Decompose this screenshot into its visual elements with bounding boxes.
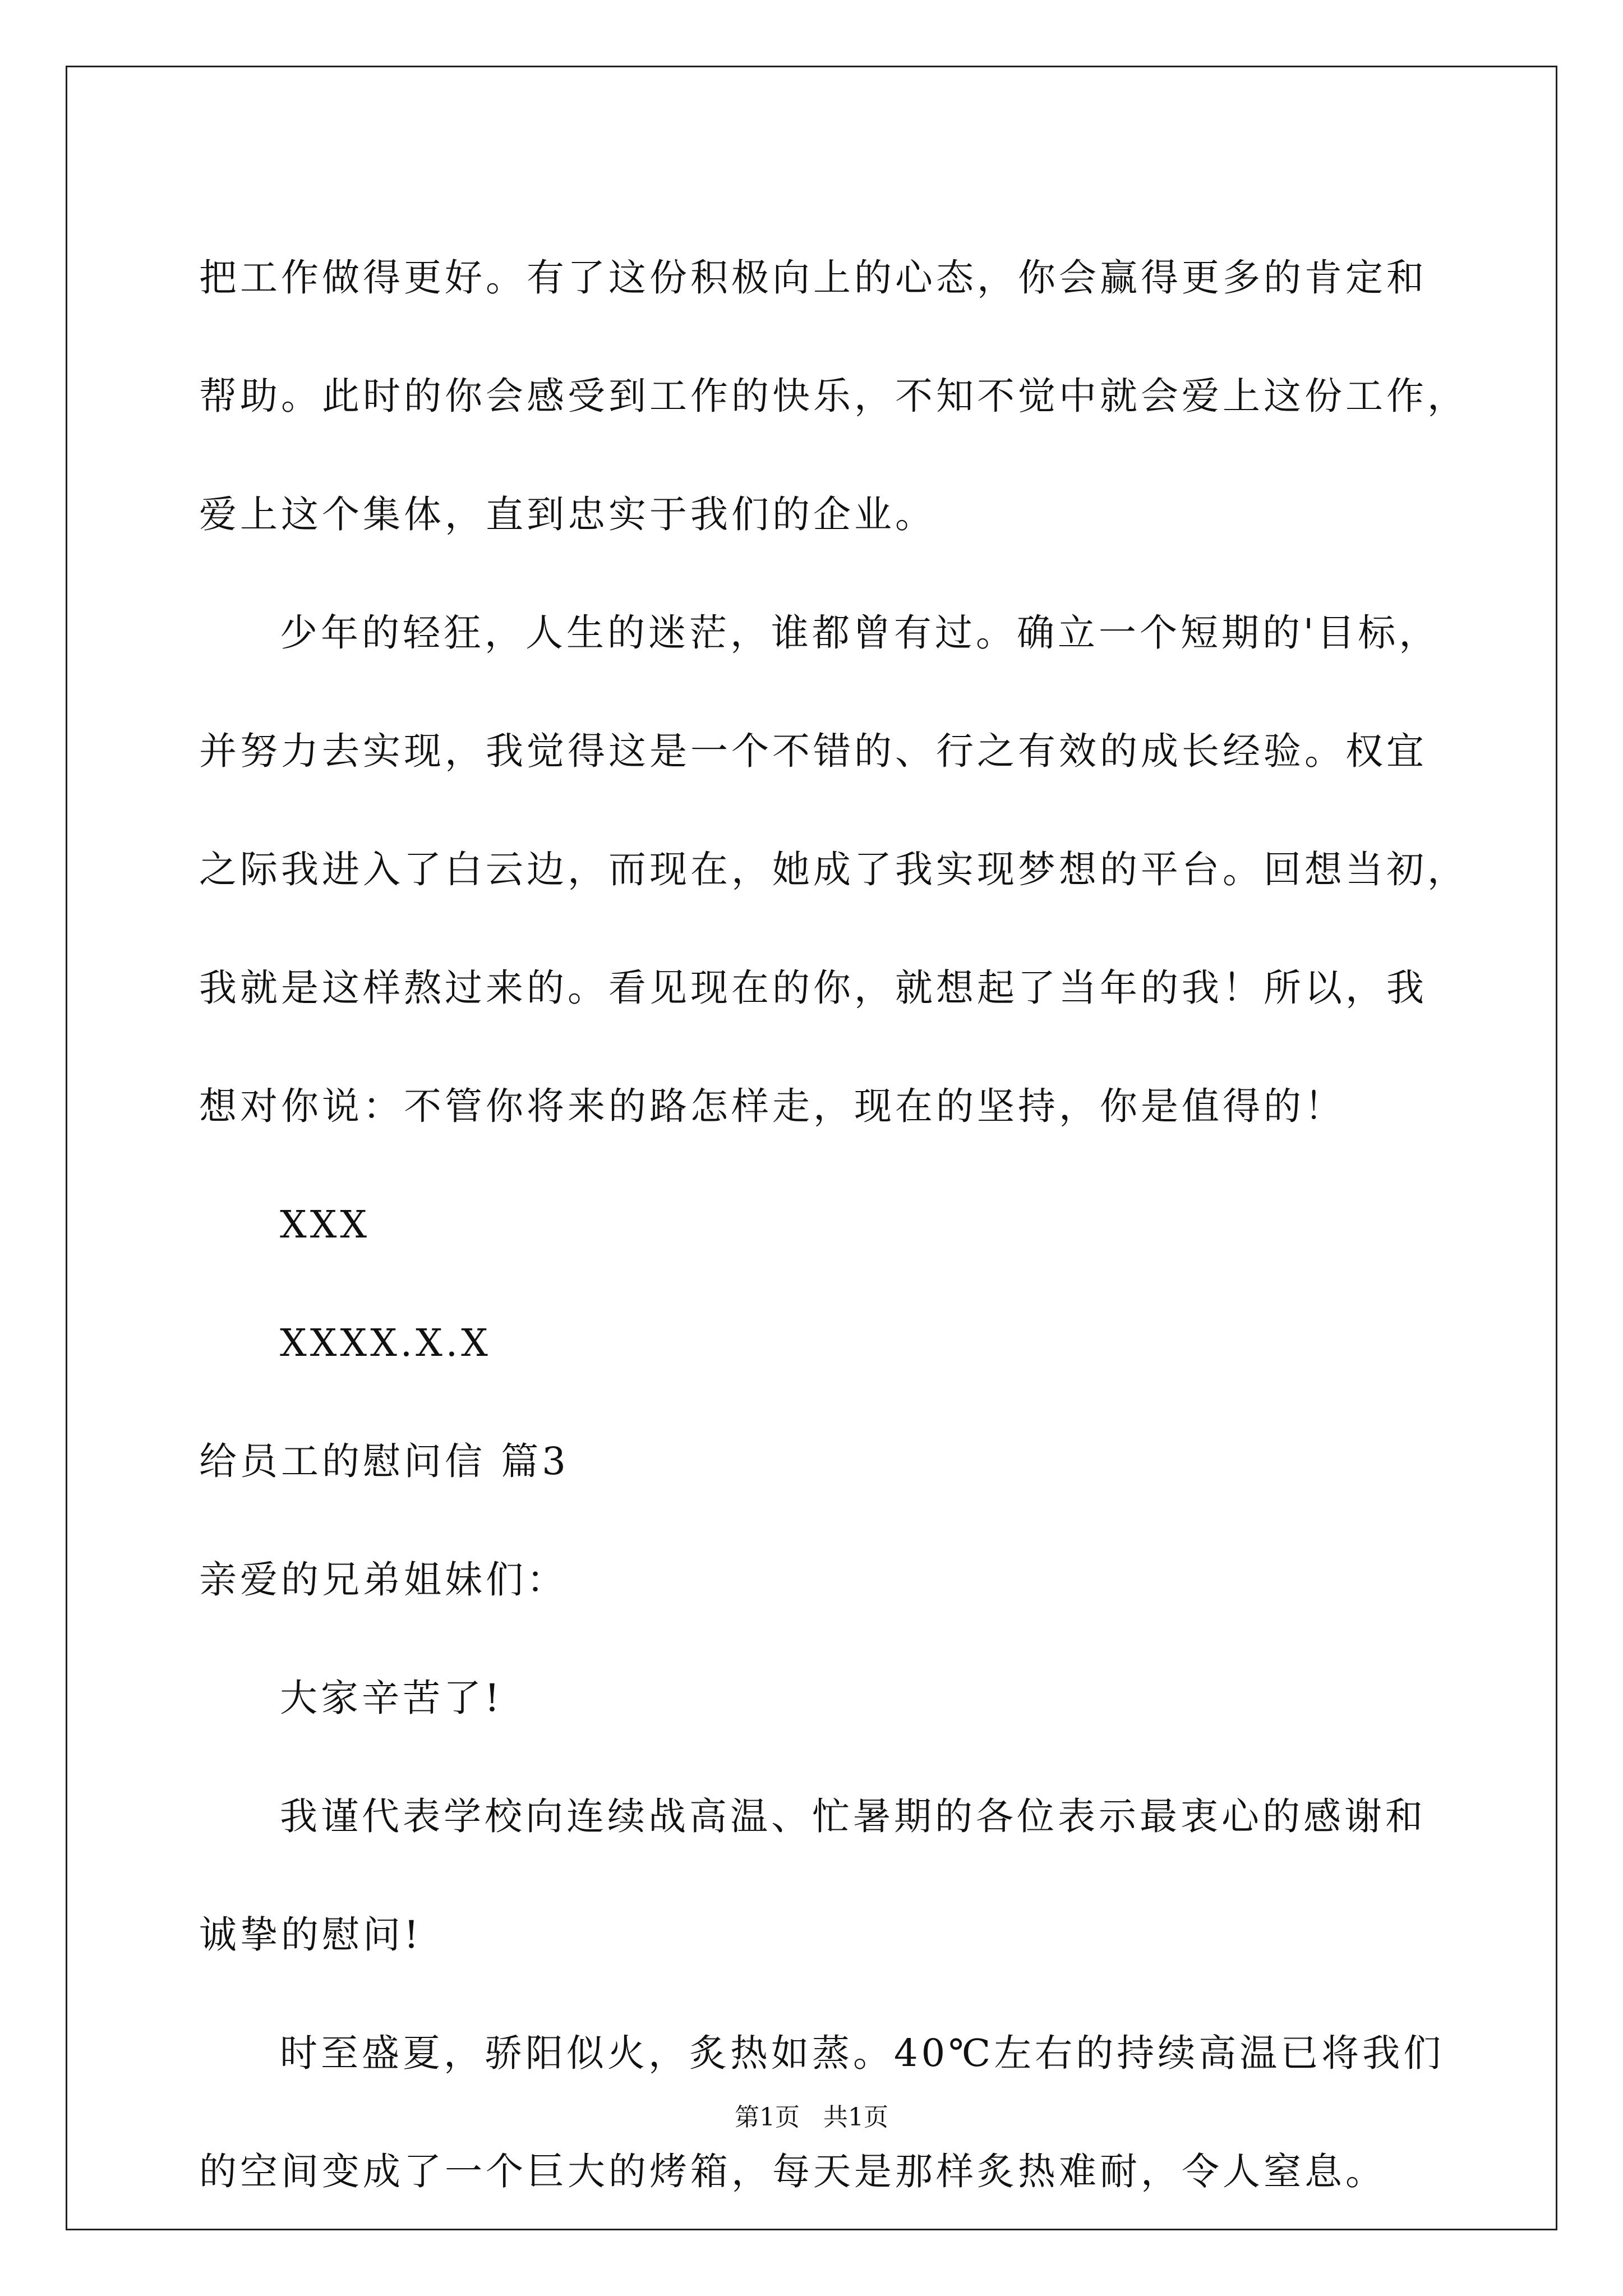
section-heading: 给员工的慰问信 篇3 [199, 1439, 569, 1483]
text-line: 之际我进入了白云边，而现在，她成了我实现梦想的平台。回想当初， [199, 848, 1468, 891]
text-line: 诚挚的慰问! [199, 1913, 422, 1957]
salutation: 亲爱的兄弟姐妹们： [199, 1558, 568, 1602]
signature-date: XXXX.X.X [280, 1321, 491, 1365]
text-line: 帮助。此时的你会感受到工作的快乐，不知不觉中就会爱上这份工作， [199, 374, 1468, 418]
signature-name: XXX [280, 1203, 371, 1246]
page-footer: 第1页 共1页 [735, 2103, 888, 2132]
text-line: 大家辛苦了! [280, 1676, 503, 1720]
text-line: 少年的轻狂，人生的迷茫，谁都曾有过。确立一个短期的'目标， [280, 611, 1440, 655]
text-line: 我就是这样熬过来的。看见现在的你，就想起了当年的我！所以，我 [199, 966, 1427, 1010]
text-line: 的空间变成了一个巨大的烤箱，每天是那样炙热难耐，令人窒息。 [199, 2150, 1386, 2193]
text-line: 想对你说：不管你将来的路怎样走，现在的坚持，你是值得的！ [199, 1084, 1345, 1128]
text-line: 时至盛夏，骄阳似火，炙热如蒸。40℃左右的持续高温已将我们 [280, 2031, 1445, 2075]
text-line: 把工作做得更好。有了这份积极向上的心态，你会赢得更多的肯定和 [199, 256, 1427, 300]
text-line: 并努力去实现，我觉得这是一个不错的、行之有效的成长经验。权宜 [199, 729, 1427, 773]
text-line: 爱上这个集体，直到忠实于我们的企业。 [199, 493, 936, 536]
document-body [199, 219, 1468, 2231]
text-line: 我谨代表学校向连续战高温、忙暑期的各位表示最衷心的感谢和 [280, 1795, 1426, 1838]
